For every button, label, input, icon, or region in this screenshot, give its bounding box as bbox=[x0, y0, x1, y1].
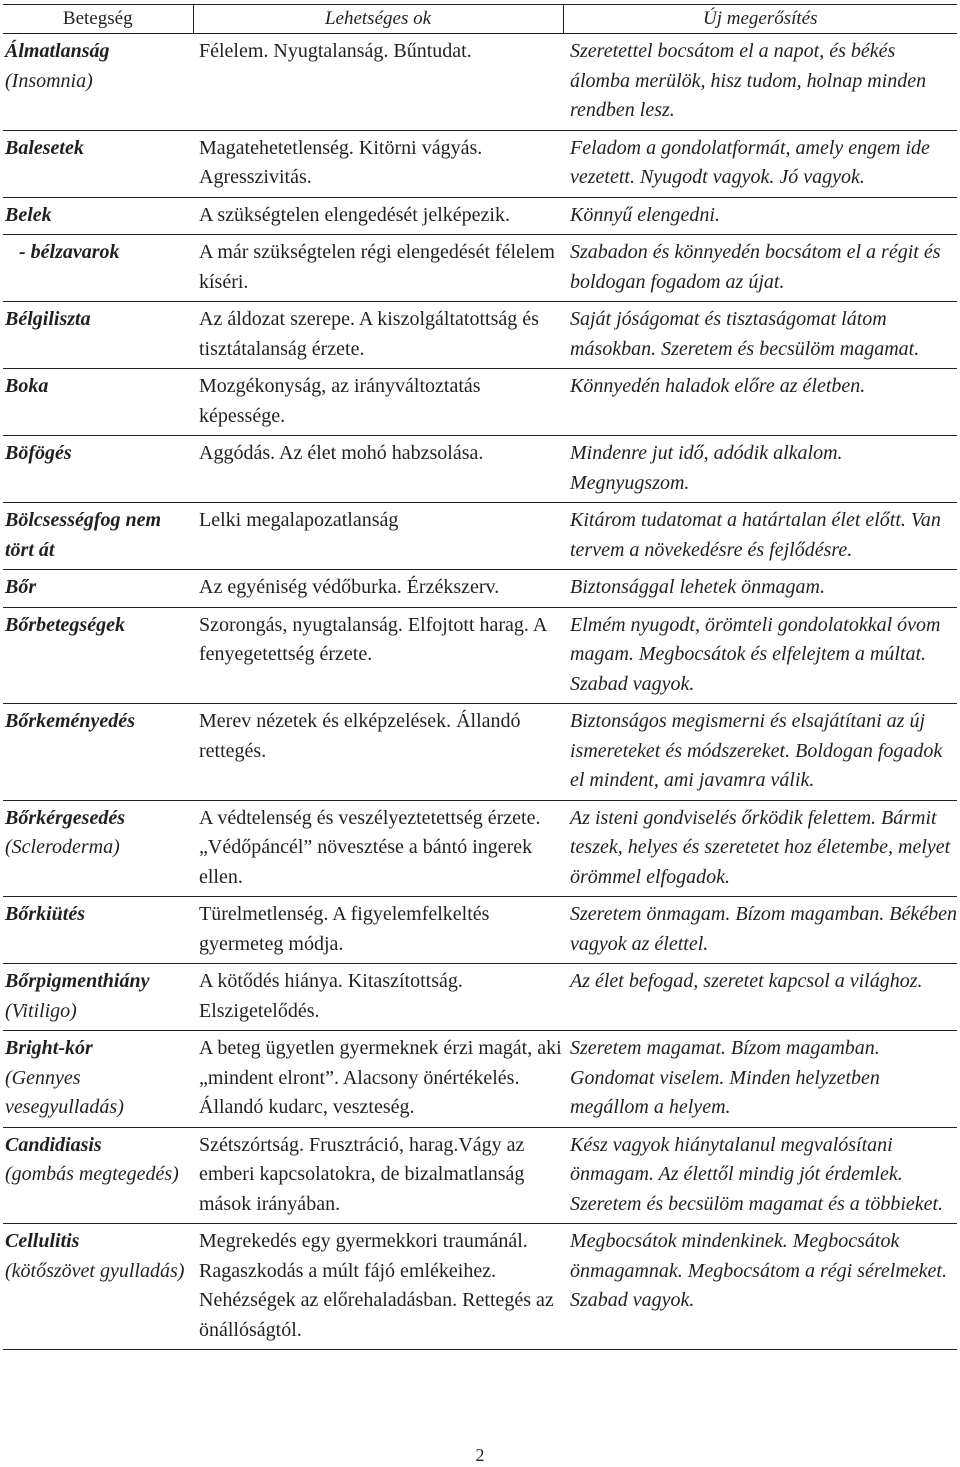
cause-cell: Szorongás, nyugtalanság. Elfojtott harag. A fenyegetettség érzete. bbox=[193, 607, 563, 704]
disease-alt-name: (Gennyes vesegyulladás) bbox=[5, 1066, 124, 1118]
cause-cell: A beteg ügyetlen gyermeknek érzi magát, aki „mindent elront”. Alacsony önértékelés. Állandó kudarc, veszteség. bbox=[193, 1031, 563, 1128]
table-row bbox=[3, 235, 957, 302]
cause-cell: A védtelenség és veszélyeztetettség érzete. „Védőpáncél” növesztése a bántó ingerek ellen. bbox=[193, 800, 563, 897]
table-row bbox=[3, 503, 957, 570]
affirmation-cell: Szabadon és könnyedén bocsátom el a régit és boldogan fogadom az újat. bbox=[563, 235, 957, 302]
table-row bbox=[3, 1127, 957, 1224]
cause-cell: Aggódás. Az élet mohó habzsolása. bbox=[193, 436, 563, 503]
disease-cell bbox=[3, 34, 193, 131]
disease-cell bbox=[3, 964, 193, 1031]
cause-cell: Lelki megalapozatlanság bbox=[193, 503, 563, 570]
affirmation-cell: Szeretem magamat. Bízom magamban. Gondomat viselem. Minden helyzetben megállom a helyem. bbox=[563, 1031, 957, 1128]
affirmation-cell: Kitárom tudatomat a határtalan élet előtt. Van tervem a növekedésre és fejlődésre. bbox=[563, 503, 957, 570]
affirmation-cell: Biztonsággal lehetek önmagam. bbox=[563, 570, 957, 608]
table-row bbox=[3, 1031, 957, 1128]
disease-name: Bőr bbox=[5, 576, 37, 598]
header-cause: Lehetséges ok bbox=[193, 5, 563, 34]
disease-name: Bölcsességfog nem tört át bbox=[5, 509, 162, 561]
table-row bbox=[3, 897, 957, 964]
disease-alt-name: (Scleroderma) bbox=[5, 836, 120, 858]
cause-cell: A kötődés hiánya. Kitaszítottság. Elszigetelődés. bbox=[193, 964, 563, 1031]
cause-cell: A szükségtelen elengedését jelképezik. bbox=[193, 197, 563, 235]
affirmation-cell: Saját jóságomat és tisztaságomat látom másokban. Szeretem és becsülöm magamat. bbox=[563, 302, 957, 369]
disease-name: Balesetek bbox=[5, 136, 84, 159]
table-row bbox=[3, 1224, 957, 1350]
disease-name: Böfögés bbox=[5, 442, 72, 464]
affirmation-cell: Szeretettel bocsátom el a napot, és békés álomba merülök, hisz tudom, holnap minden rendben lesz. bbox=[563, 34, 957, 131]
cause-cell: Mozgékonyság, az irányváltoztatás képessége. bbox=[193, 369, 563, 436]
cause-cell: Merev nézetek és elképzelések. Állandó rettegés. bbox=[193, 704, 563, 801]
disease-name: - bélzavarok bbox=[19, 241, 120, 263]
disease-name: Belek bbox=[5, 203, 52, 226]
disease-cell bbox=[3, 130, 193, 197]
disease-cell bbox=[3, 235, 193, 302]
table-row bbox=[3, 369, 957, 436]
cause-cell: Az egyéniség védőburka. Érzékszerv. bbox=[193, 570, 563, 608]
affirmation-cell: Szeretem önmagam. Bízom magamban. Békében vagyok az élettel. bbox=[563, 897, 957, 964]
page-number: 2 bbox=[475, 1445, 485, 1465]
cause-cell: Megrekedés egy gyermekkori traumánál. Ragaszkodás a múlt fájó emlékeihez. Nehézségek az előrehaladásban. Rettegés az önállóságtól. bbox=[193, 1224, 563, 1350]
affirmation-cell: Elmém nyugodt, örömteli gondolatokkal óvom magam. Megbocsátok és elfelejtem a múltat. Szabad vagyok. bbox=[563, 607, 957, 704]
disease-name: Bőrkiütés bbox=[5, 903, 86, 925]
table-row bbox=[3, 197, 957, 235]
disease-name: Candidiasis bbox=[5, 1133, 102, 1156]
disease-name: Álmatlanság bbox=[5, 40, 110, 62]
disease-cell bbox=[3, 1127, 193, 1224]
cause-cell: Magatehetetlenség. Kitörni vágyás. Agresszivitás. bbox=[193, 130, 563, 197]
affirmation-cell: Az isteni gondviselés őrködik felettem. Bármit teszek, helyes és szeretetet hoz életembe, melyet örömmel elfogadok. bbox=[563, 800, 957, 897]
disease-cell bbox=[3, 570, 193, 608]
disease-cell bbox=[3, 1224, 193, 1350]
disease-name: Bőrpigmenthiány bbox=[5, 970, 150, 992]
disease-cell bbox=[3, 704, 193, 801]
disease-cell bbox=[3, 607, 193, 704]
header-affirmation: Új megerősítés bbox=[563, 5, 957, 34]
table-row bbox=[3, 800, 957, 897]
disease-alt-name: (gombás megtegedés) bbox=[5, 1163, 179, 1185]
disease-alt-name: (Insomnia) bbox=[5, 69, 93, 92]
disease-cell bbox=[3, 369, 193, 436]
table-row bbox=[3, 570, 957, 608]
affirmation-cell: Könnyű elengedni. bbox=[563, 197, 957, 235]
disease-cell bbox=[3, 800, 193, 897]
remedy-table bbox=[3, 4, 957, 1350]
disease-cell bbox=[3, 302, 193, 369]
affirmation-cell: Az élet befogad, szeretet kapcsol a világhoz. bbox=[563, 964, 957, 1031]
disease-name: Cellulitis bbox=[5, 1230, 80, 1252]
disease-name: Boka bbox=[5, 375, 49, 397]
affirmation-cell: Feladom a gondolatformát, amely engem ide vezetett. Nyugodt vagyok. Jó vagyok. bbox=[563, 130, 957, 197]
disease-name: Bélgiliszta bbox=[5, 308, 91, 330]
disease-cell bbox=[3, 1031, 193, 1128]
cause-cell: Türelmetlenség. A figyelemfelkeltés gyermeteg módja. bbox=[193, 897, 563, 964]
cause-cell: Az áldozat szerepe. A kiszolgáltatottság és tisztátalanság érzete. bbox=[193, 302, 563, 369]
table-row bbox=[3, 34, 957, 131]
table-row bbox=[3, 302, 957, 369]
affirmation-cell: Biztonságos megismerni és elsajátítani az új ismereteket és módszereket. Boldogan fogadok el mindent, ami javamra válik. bbox=[563, 704, 957, 801]
table-row bbox=[3, 130, 957, 197]
table-row bbox=[3, 436, 957, 503]
affirmation-cell: Mindenre jut idő, adódik alkalom. Megnyugszom. bbox=[563, 436, 957, 503]
table-row bbox=[3, 964, 957, 1031]
disease-name: Bőrbetegségek bbox=[5, 613, 125, 636]
disease-name: Bright-kór bbox=[5, 1037, 93, 1059]
table-row bbox=[3, 607, 957, 704]
table-header-row bbox=[3, 5, 957, 34]
affirmation-cell: Megbocsátok mindenkinek. Megbocsátok önmagamnak. Megbocsátom a régi sérelmeket. Szabad vagyok. bbox=[563, 1224, 957, 1350]
table-row bbox=[3, 704, 957, 801]
affirmation-cell: Kész vagyok hiánytalanul megvalósítani önmagam. Az élettől mindig jót érdemlek. Szeretem és becsülöm magamat és a többieket. bbox=[563, 1127, 957, 1224]
disease-cell bbox=[3, 503, 193, 570]
header-disease: Betegség bbox=[3, 5, 193, 34]
disease-cell bbox=[3, 436, 193, 503]
cause-cell: A már szükségtelen régi elengedését félelem kíséri. bbox=[193, 235, 563, 302]
disease-name: Bőrkeményedés bbox=[5, 710, 135, 732]
disease-alt-name: (Vitiligo) bbox=[5, 999, 77, 1022]
cause-cell: Félelem. Nyugtalanság. Bűntudat. bbox=[193, 34, 563, 131]
cause-cell: Szétszórtság. Frusztráció, harag.Vágy az emberi kapcsolatokra, de bizalmatlanság mások irányában. bbox=[193, 1127, 563, 1224]
affirmation-cell: Könnyedén haladok előre az életben. bbox=[563, 369, 957, 436]
disease-alt-name: (kötőszövet gyulladás) bbox=[5, 1259, 185, 1282]
disease-cell bbox=[3, 197, 193, 235]
disease-name: Bőrkérgesedés bbox=[5, 806, 125, 829]
disease-cell bbox=[3, 897, 193, 964]
